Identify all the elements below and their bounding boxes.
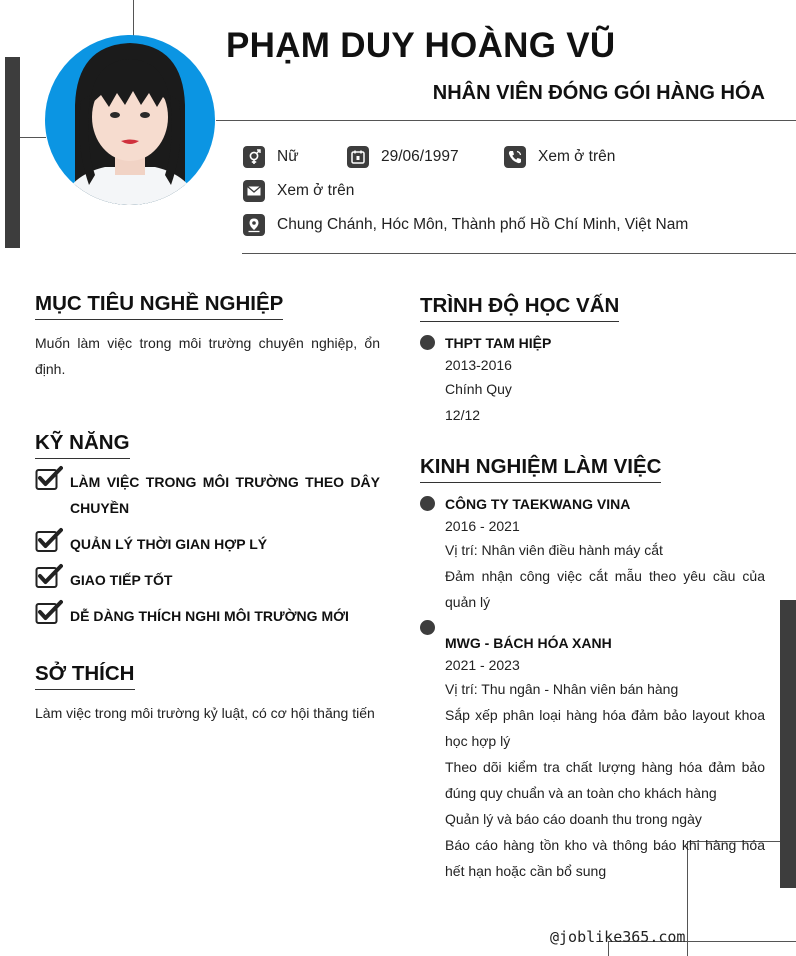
address-value: Chung Chánh, Hóc Môn, Thành phố Hồ Chí Minh, Việt Nam bbox=[277, 216, 689, 233]
education-grade: 12/12 bbox=[445, 407, 481, 423]
experience-entry bbox=[445, 495, 765, 615]
header-divider-bottom bbox=[242, 253, 796, 254]
company-name: MWG - BÁCH HÓA XANH bbox=[445, 635, 612, 651]
timeline-dot bbox=[420, 620, 435, 635]
job-years: 2016 - 2021 bbox=[445, 518, 520, 534]
header-divider-top bbox=[216, 120, 796, 121]
skill-label: GIAO TIẾP TỐT bbox=[70, 572, 173, 588]
checkbox-icon bbox=[35, 527, 63, 553]
hobbies-text: Làm việc trong môi trường kỷ luật, có cơ hội thăng tiến bbox=[35, 705, 375, 721]
timeline-dot bbox=[420, 496, 435, 511]
address-info bbox=[243, 214, 688, 236]
skill-item bbox=[35, 603, 380, 629]
job-title: NHÂN VIÊN ĐÓNG GÓI HÀNG HÓA bbox=[432, 82, 765, 104]
gender-value: Nữ bbox=[277, 148, 299, 165]
portrait-illustration bbox=[45, 35, 215, 205]
education-title: TRÌNH ĐỘ HỌC VẤN bbox=[420, 294, 619, 322]
objective-text: Muốn làm việc trong môi trường chuyên nghiệp, ổn định. bbox=[35, 335, 380, 377]
job-detail: Vị trí: Thu ngân - Nhân viên bán hàng bbox=[445, 681, 679, 697]
birthday-value: 29/06/1997 bbox=[381, 148, 459, 165]
skill-label: LÀM VIỆC TRONG MÔI TRƯỜNG THEO DÂY CHUYỀN bbox=[70, 474, 380, 516]
experience-entry bbox=[445, 634, 765, 884]
experience-title: KINH NGHIỆM LÀM VIỆC bbox=[420, 455, 661, 483]
gender-icon bbox=[243, 146, 265, 168]
left-accent-bar bbox=[5, 57, 20, 248]
avatar bbox=[45, 35, 215, 205]
job-years: 2021 - 2023 bbox=[445, 657, 520, 673]
right-accent-bar bbox=[780, 600, 796, 888]
education-years: 2013-2016 bbox=[445, 357, 512, 373]
hobbies-title: SỞ THÍCH bbox=[35, 662, 135, 690]
job-detail: Quản lý và báo cáo doanh thu trong ngày bbox=[445, 811, 702, 827]
phone-value: Xem ở trên bbox=[538, 148, 616, 165]
phone-info bbox=[504, 146, 615, 168]
company-name: CÔNG TY TAEKWANG VINA bbox=[445, 496, 631, 512]
skill-item bbox=[35, 531, 380, 557]
job-detail: Vị trí: Nhân viên điều hành máy cắt bbox=[445, 542, 663, 558]
education-entry bbox=[445, 334, 765, 428]
phone-icon bbox=[504, 146, 526, 168]
checkbox-icon bbox=[35, 599, 63, 625]
candidate-name: PHẠM DUY HOÀNG VŨ bbox=[226, 26, 616, 65]
job-detail: Báo cáo hàng tồn kho và thông báo khi hàng hóa hết hạn hoặc cần bổ sung bbox=[445, 837, 765, 879]
email-icon bbox=[243, 180, 265, 202]
watermark: @joblike365.com bbox=[550, 928, 686, 946]
birthday-info bbox=[347, 146, 459, 168]
objective-title: MỤC TIÊU NGHỀ NGHIỆP bbox=[35, 292, 283, 320]
gender-info bbox=[243, 146, 299, 168]
job-detail: Sắp xếp phân loại hàng hóa đảm bảo layout khoa học hợp lý bbox=[445, 707, 765, 749]
skill-label: QUẢN LÝ THỜI GIAN HỢP LÝ bbox=[70, 536, 268, 552]
calendar-icon bbox=[347, 146, 369, 168]
timeline-dot bbox=[420, 335, 435, 350]
checkbox-icon bbox=[35, 465, 63, 491]
skill-item bbox=[35, 567, 380, 593]
email-value: Xem ở trên bbox=[277, 182, 355, 199]
location-icon bbox=[243, 214, 265, 236]
top-vertical-line bbox=[133, 0, 134, 36]
education-type: Chính Quy bbox=[445, 381, 512, 397]
skill-item bbox=[35, 469, 380, 521]
skills-title: KỸ NĂNG bbox=[35, 431, 130, 459]
left-horizontal-line bbox=[20, 137, 46, 138]
checkbox-icon bbox=[35, 563, 63, 589]
school-name: THPT TAM HIỆP bbox=[445, 335, 552, 351]
email-info bbox=[243, 180, 354, 202]
skill-label: DỄ DÀNG THÍCH NGHI MÔI TRƯỜNG MỚI bbox=[70, 608, 349, 624]
job-detail: Theo dõi kiểm tra chất lượng hàng hóa đảm bảo đúng quy chuẩn và an toàn cho khách hàng bbox=[445, 759, 765, 801]
job-detail: Đảm nhận công việc cắt mẫu theo yêu cầu của quản lý bbox=[445, 568, 765, 610]
